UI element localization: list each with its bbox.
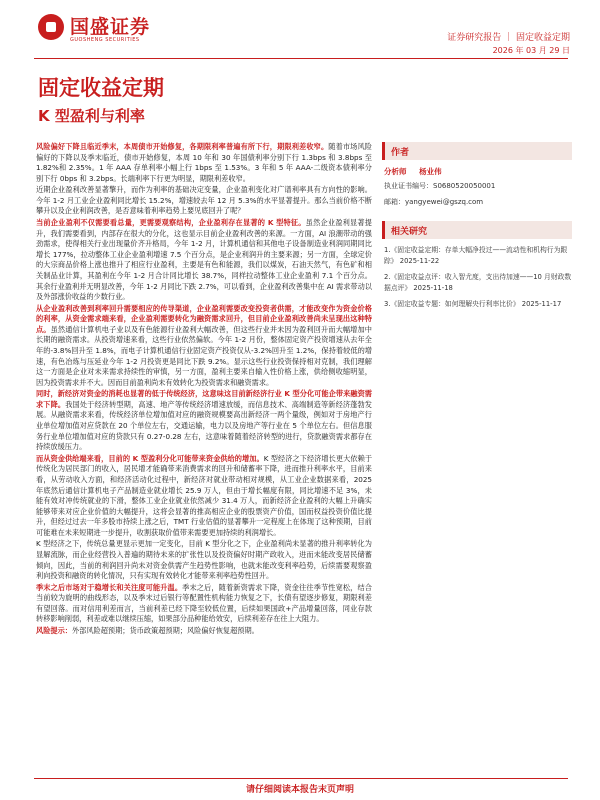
related-item[interactable]: 3.《固定收益专题：如何理解央行利率比价》 2025-11-17 xyxy=(384,300,562,309)
paragraph: 近期企业盈利改善显著擎升，而作为利率的基础决定变量，企业盈利变化对广谱利率具有方向性的影响。今年 1-2 月工业企业盈利同比增长 15.2%，增速较去年 12 月 5.3%的水平显著提升。那么当前价格不断攀升以及企业利润改善，是否意味着利率趋势上要见底回升了呢？ xyxy=(36,185,372,216)
company-logo xyxy=(38,12,188,48)
logo-name-en: GUOSHENG SECURITIES xyxy=(70,37,140,43)
report-date: 2026 年 03 月 29 日 xyxy=(492,46,570,55)
paragraph: K 型经济之下，传统总量更显示更加一定变化，目前 K 型分化之下，企业盈利尚未显著的推升利率转化为显解流脉，而企业经营投入普遍的期待未来的扩张性以及投资偏好时期产政收入，进而未能改变居民储蓄倾向，因此，当前的利润回升尚未对资金供需产生趋势性影响，也就未能改变利率趋势，后续需要观察盈利向投资和融资的转化情况，只有实现有效转化才能带来利率趋势性回升。 xyxy=(36,539,372,581)
related-heading: 相关研究 xyxy=(382,221,572,239)
related-item[interactable]: 1.《固定收益定期：存单大幅净投过——流动性和机构行为跟踪》 2025-11-22 xyxy=(384,246,568,265)
report-subtitle: K 型盈利与利率 xyxy=(38,107,145,125)
author-names xyxy=(384,166,572,177)
paragraph: 季末之后市场对于稳增长和关注度可能升温。季末之后，随着新资需求下降，资金往往季节性宽松，结合当前较为旋明的曲线形态，以及季末过后银行等配置性机构能力恢复之下，长债有望逐步修复，期限利差有望回落。而对信用利差而言，当前利差已经下降至较低位置，后续如果国政+产品增量回落，同业存款转移影响削弱，利差或难以继续压缩，如果部分品种能给效安，后续利差存在往上大阻力。 xyxy=(36,582,372,624)
cert-number: 执业证书编号：S0680520050001 xyxy=(384,182,496,190)
footer-disclaimer: 请仔细阅读本报告末页声明 xyxy=(245,785,354,795)
risk-warning: 风险提示：外部风险超预期；货币政策超预期；风险偏好恢复超预期。 xyxy=(36,626,259,636)
author-name: 杨业伟 xyxy=(419,167,442,176)
paragraph: 而从资金供给端来看，目前的 K 型盈利分化可能带来资金供给的增加。K 型经济之下经济增长更大依赖于传统化为居民部门的收入，居民增才能确带来消费需求的回升和储蓄率下降，进而推升利率水平，目前来看，从劳动收入方面，和经济活动化过程中，新经济对就业带动相对规模，从工业企业数据来看，2025 年底然后通信计算机电子产品制造业就业增长 25.9 万人，但由于增长幅度有限，同比增速不足 3%，未能有效对冲传统就业的下滑，整体工业企业就业依然减少 31.4 万人，而新经济企业盈利的大幅上升确实能够带来对应企业价值的大幅提升，这将会显著的推高相应企业的股票资产价值，国而权益投资价值比提升，但经过过去一年多股市持续上涨之后，TMT 行业估值的显著攀升一定程度上在体现了这种预期，目前可能难在未来短期进一步提升，收割获取价值带来需要更加持续的利润增长。 xyxy=(36,453,372,537)
report-type: 证券研究报告 ｜ 固定收益定期 xyxy=(447,33,570,43)
sidebar xyxy=(382,142,572,316)
report-header xyxy=(0,0,600,56)
report-title: 固定收益定期 xyxy=(38,76,164,100)
logo-icon xyxy=(38,14,64,40)
header-divider xyxy=(34,58,568,59)
author-role: 分析师 xyxy=(384,167,407,176)
logo-name-cn: 国盛证券 xyxy=(70,16,151,38)
authors-heading: 作者 xyxy=(382,142,572,160)
paragraph: 从企业盈利改善到利率回升需要相应的传导渠道，企业盈利需要改变投资者供需，才能改变作为资金价格的利率，从资金需求端来看，企业盈利需要转化为融资需求回升，但目前企业盈利改善尚未呈现出这种特点。虽然通信计算机电子业以及有色能源行业盈利大幅改善，但这些行业并未因为盈利回升而大幅增加中长期的融资需求。从投资增速来看，这些行业依然偏软。今年 1-2 月份，整体固定资产投资增速从去年全年的-3.8%回升至 1.8%，而电子计算机通信行业固定资产投资仅从-3.2%回升至 1.2%，保持着较低的增速，有色冶炼与压延业今年 1-2 月投资更是同比下跌 9.2%。显示这些行业投资保持相对克制，我们理解这一方面是企业对未来需求持续性的审慎，另一方面，盈利主要来自输入性价格上涨，供给侧收缩明显，因为投资需求并不大。因而目前盈利尚未有效转化为投资需求和融资需求。 xyxy=(36,303,372,387)
related-item[interactable]: 2.《固定收益点评：收入智尤度，支出待加速——10 月财政数据点评》 2025-11-18 xyxy=(384,273,572,292)
main-body xyxy=(36,142,372,762)
footer-divider xyxy=(34,778,568,779)
paragraph: 当前企业盈利不仅需要看总量，更需要观察结构，企业盈利存在显著的 K 型特征。虽然企业盈利显著提升，我们需要看到，内部存在很大的分化，这也显示目前企业盈利改善的来源。一方面，AI 浪潮带动的强劲需求，使得相关行业出现量价齐升格局，今年 1-2 月，计算机通信和其他电子设备制造业利润同期同比增长 177%，拉动整体工业企业盈利增速 7.5 个百分点，是企业利润升的主要来源；另一方面，全球定价的大宗商品价格上涨也推升了相应行业盈利，主要是有色和能源，我们以煤炭，石油天然气，有色矿和相关制品业计算，其盈利在今年 1-2 月合计同比增长 38.7%，同样拉动整体工业企业盈利 7.1 个百分点。其余行业盈利并无明显改善，今年 1-2 月同比下跌 2.7%，可以看到，企业盈利改善集中在 AI 需求带动以及外部涨价收益的少数行业。 xyxy=(36,218,372,302)
paragraph: 同时，新经济对资金的消耗也显著的低于传统经济，这意味这目前新经济行业 K 型分化可能企带来融资需求下降。我国处于经济转型期，高速、地产等传统经济增速放缓，而信息技术、高端制造等新经济蓬勃发展。从融资需求来看，传统经济单位增加值对应的融资规模要高出新经济一两个量级，例如对于房地产行业单位增加值对应贷款在 20 个单位左右，交通运输，电力以及房地产等行业在 5 个单位左右。但信息服务行业单位增加值对应的贷款只有 0.27-0.28 左右，这意味着随着经济转型的进行，贷款融资需求都存在持续放缓压力。 xyxy=(36,389,372,452)
author-email[interactable]: 邮箱：yangyewei@gszq.com xyxy=(384,198,484,206)
paragraph: 风险偏好下降且临近季末，本周债市开始修复，各期限利率普遍有所下行，期限利差收窄。随着市场风险偏好的下降以及季末临近，债市开始修复，本周 10 年和 30 年国债利率分别下行 1.3bps 和 3.8bps 至 1.82%和 2.35%。1 年 AAA 存单利率小幅上行 1bps 至 1.53%。3 年和 5 年 AAA-二级资本债利率分别下行 0bps 和 3.2bps。长端利率下行更为明显，期限利差收窄。 xyxy=(36,142,372,183)
